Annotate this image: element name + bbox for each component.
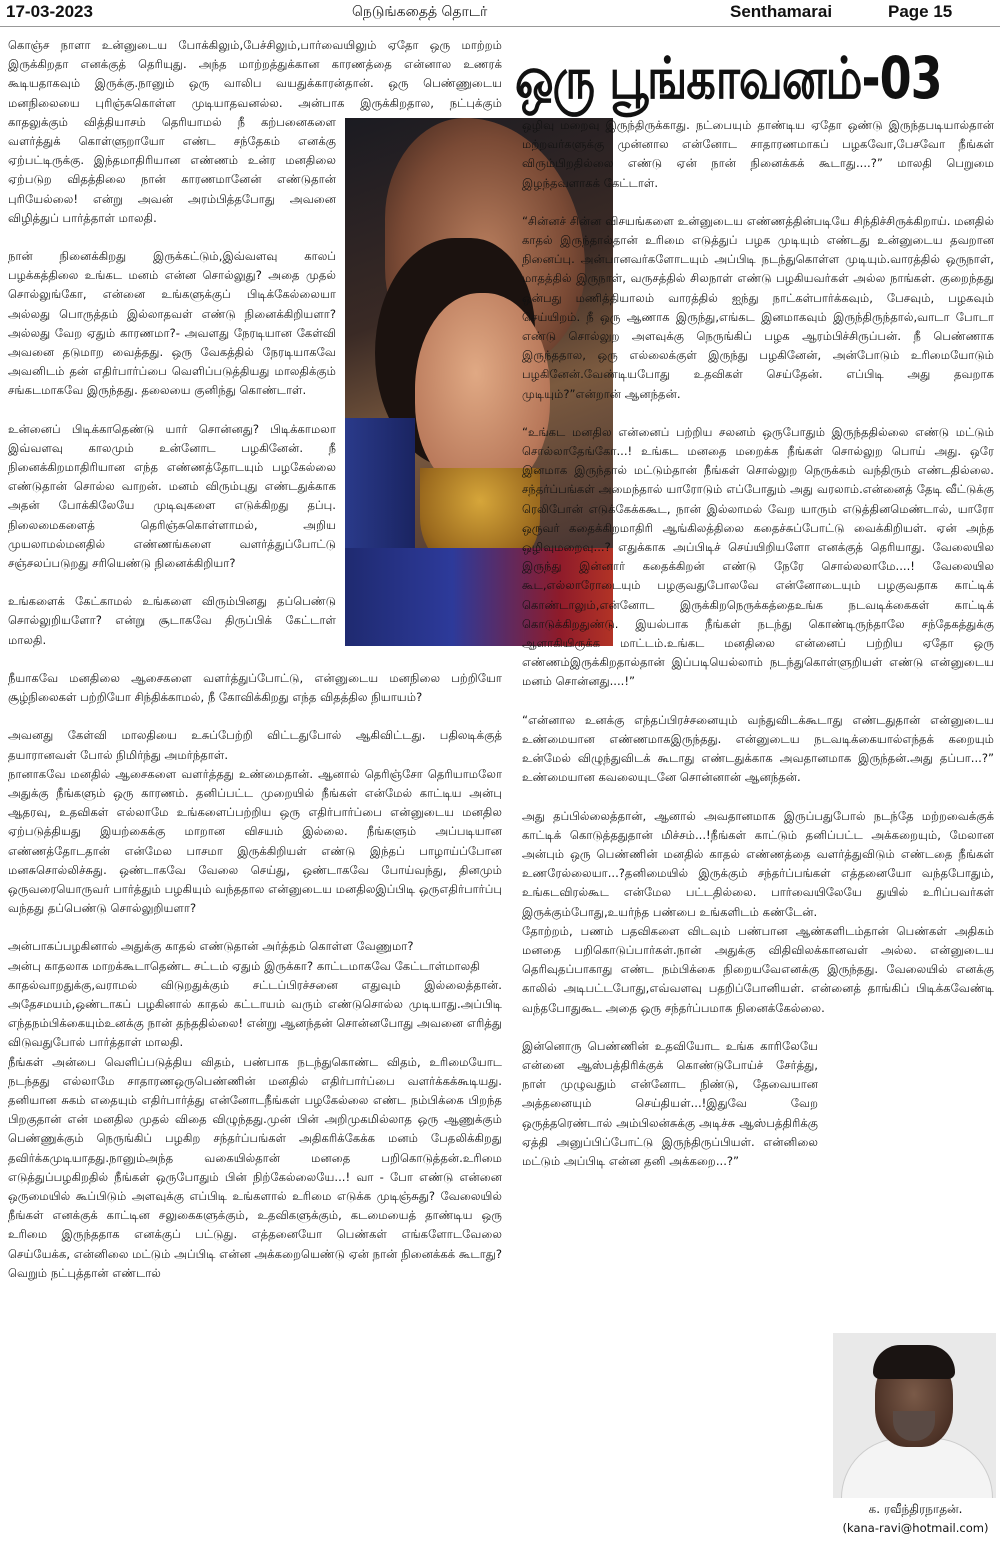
paragraph-gap: [522, 692, 994, 711]
author-hair: [873, 1345, 955, 1379]
paragraph: நீங்கள் அன்பை வெளிப்படுத்திய விதம், பண்பாக நடந்துகொண்ட விதம், உரிமையோட நடந்தது எல்லாமே சாதாரணஒருபெண்ணின் மனதில் எதிர்பார்ப்பை வளர்க்கக்கூடியது. தனியான சுகம் எதையும் எதிர்பார்த்து என்னோடநீங்கள் பழகேல்லை எண்ட நம்பிக்கை பிறந்த பிறகுதான் என் மனதில முதல் விதை விழுந்தது.முன் பின் அறிமுகமில்லாத ஒரு ஆணுக்கும் பெண்ணுக்கும் நெருங்கிப் பழகிற சந்தர்ப்பங்கள் அதிகரிக்கேக்க மனம் பேதலிக்கிறது தவிர்க்கமுடியாதது.நானும்அந்த வகையில்தான் மனதை பறிகொடுத்தன்.உரிமை எடுத்துப்பழகிறதில் நீங்கள் ஒருபோதும் பின் நிற்கேல்லையே...! வா - போ எண்டு என்னை ஒருமையில் கூப்பிடும் அளவுக்கு எப்பிடி உங்களால் உரிமை எடுக்க முடிஞ்சுது? வேலையில் நீங்கள் எனக்குக் காட்டின சலுகைகளுக்கும், உதவிகளுக்கும், கடமையைத் தாண்டிய ஒரு உரிமை இருந்ததாக எனக்குப் பட்டுது. எத்தனையோ பெண்கள் எங்களோடவேலை செய்யேக்க, என்னிலை மட்டும் அப்பிடி என்ன அக்கறையெண்டு ஏன் நான் நினைக்கக் கூடாது? வெறும் நட்புத்தான் எண்டால்: [8, 1054, 502, 1280]
paragraph-gap: [522, 1018, 994, 1037]
page-number: Page 15: [888, 2, 953, 21]
paragraph: அன்பு காதலாக மாறக்கூடாதெண்ட சட்டம் ஏதும் இருக்கா? காட்டமாகவே கேட்டாள்மாலதி: [8, 958, 480, 973]
paragraph: ஒழிவு மறைவு இருந்திருக்காது. நட்பையும் தாண்டிய ஏதோ ஒண்டு இருந்தபடியால்தான் மற்றவர்களுக்கு முன்னால என்னோட சாதாரணமாகப் பழகவோ,பேசவோ நீங்கள் விரும்பிறதில்லை எண்டு ஏன் நான் நினைக்கக் கூடாது....?” மாலதி பெறுமை இழந்தவளாகக் கேட்டாள்.: [522, 118, 994, 190]
left-column-body: [8, 36, 502, 1283]
right-column-body: [522, 116, 994, 1171]
paragraph: தோற்றம், பணம் பதவிகளை விடவும் பண்பான ஆண்களிடம்தான் பெண்கள் அதிகம் மனதை பறிகொடுப்பார்கள்.நான் அதுக்கு விதிவிலக்கானவள் அல்ல. என்னுடைய தெரிவுதப்பாகாது எண்ட நம்பிக்கை நிறையவேஎனக்கு இருந்தது. வேலையில் எனக்கு காலில் அடிபட்டபோது,எவ்வளவு பதறிப்போனியள். என்னைத் தாங்கிப் பிடிக்கவேண்டி வந்தபோதுகூட அதை ஒரு சந்தர்ப்பமாக நினைக்கேல்லை.: [522, 923, 994, 1015]
paragraph: நானாகவே மனதில் ஆசைகளை வளர்த்தது உண்மைதான். ஆனால் தெரிஞ்சோ தெரியாமலோ அதுக்கு நீங்களும் ஒரு காரணம். தனிப்பட்ட முறையில் நீங்கள் என்மேல் காட்டிய அன்பு ஆதரவு, உதவிகள் எல்லாமே உங்களைப்பற்றிய ஒரு எதிர்பார்ப்பை என்னுடைய மனதில ஏற்படுத்தியது இயற்கைக்கு மாறான விசயம் இல்லை. நீங்களும் அப்படியான எண்ணத்தோடதான் என்மேல பாசமா இருக்கிறியள் எண்டு இந்தப் பாழாய்ப்போன மனசுசொல்லிச்சுது. ஒண்டாகவே வேலை செய்து, ஒண்டாகவே போய்வந்து, தினமும் ஒருவரையொருவர் பார்த்தும் பழகியும் வந்ததால என்னுடைய மனதிலஇப்பிடி ஒருஎதிர்பார்ப்பு வந்தது தப்பெண்டு சொல்லுறியளா?: [8, 766, 502, 916]
author-shirt: [841, 1438, 993, 1498]
paragraph: உங்களைக் கேட்காமல் உங்களை விரும்பினது தப்பெண்டு சொல்லுறியளோ? என்று சூடாகவே திருப்பிக் கேட்டாள் மாலதி.: [8, 594, 336, 647]
author-name: க. ரவீந்திரநாதன்.: [868, 1502, 963, 1516]
paragraph-gap: [8, 650, 502, 669]
paragraph: “சின்னச் சின்ன விசயங்களை உன்னுடைய எண்ணத்தின்படியே சிந்திச்சிருக்கிறாய். மனதில் காதல் இருந்தால்தான் உரிமை எடுத்துப் பழக முடியும் எண்டது உன்னுடைய தவறான நினைப்பு. அன்பானவர்களோடயும் அப்பிடி நடந்துகொள்ள முடியும்.வாரத்தில் ஒருநாள், மாதத்தில் இருநாள், வருசத்தில் சிலநாள் எண்டு பழகியவர்கள் அல்ல நாங்கள். குறைந்தது ஒன்பது மணித்தியாலம் வாரத்தில் ஐந்து நாட்கள்பார்க்கவும், பேசவும், பழகவும் செய்யிறம். நீ ஒரு ஆணாக இருந்து,எங்கட இனமாகவும் இருந்திருந்தால்,வாடா போடா எண்டு சொல்லுற அளவுக்கு நெருங்கிப் பழக ஆரம்பிச்சிருப்பன். நீ பெண்ணாக இருந்ததால, ஒரு எல்லைக்குள் இருந்து பழகினேன், அன்போடும் உரிமையோடும் பழகினேன்.வேண்டியபோது உதவிகள் செய்தேன். எப்பிடி அது தவறாக முடியும்?”என்றான் ஆனந்தன்.: [522, 213, 994, 401]
story-title: ஒரு பூங்காவனம்-03: [515, 44, 942, 112]
paragraph: காதல்வாறதுக்கு,வராமல் விடுறதுக்கும் சட்டப்பிரச்சனை எதுவும் இல்லைத்தான். அதேசமயம்,ஒண்டாகப் பழகினால் காதல் கட்டாயம் வரும் எண்டுசொல்ல முடியாது.அப்பிடி எந்தநம்பிக்கையும்உனக்கு நான் தந்ததில்லை! என்று ஆனந்தன் சொன்னபோது அவனை எரித்து விடுவதுபோல் பார்த்தாள் மாலதி.: [8, 977, 502, 1050]
author-photo: [833, 1333, 996, 1498]
paragraph: “என்னால உனக்கு எந்தப்பிரச்சனையும் வந்துவிடக்கூடாது எண்டதுதான் என்னுடைய உண்மையான எண்ணமாகஇருந்தது. என்னுடைய நடவடிக்கையால்எந்தக் கறையும் உன்மேல் விழுந்துவிடக் கூடாது எண்டதுக்காக அவதானமாக இருந்தன்.அது தப்பா...?” உண்மையான கவலையுடனே சொன்னான் ஆனந்தன்.: [522, 712, 994, 785]
paragraph: அன்பாகப்பழகினால் அதுக்கு காதல் எண்டுதான் அர்த்தம் கொள்ள வேணுமா?: [8, 939, 414, 954]
paragraph-gap: [522, 404, 994, 423]
paragraph: இன்னொரு பெண்ணின் உதவியோட உங்க காரிலேயே என்னை ஆஸ்பத்திரிக்குக் கொண்டுபோய்ச் சேர்த்து, நாள் முழுவதும் என்னோட நிண்டு, தேவையான அத்தனையும் செய்தியள்...!இதுவே வேற ஒருத்தரெண்டால் அம்பிலன்சுக்கு அடிச்சு ஆஸ்பத்திரிக்கு ஏத்தி அனுப்பிப்போட்டு இருந்திருப்பியள். என்னிலை மட்டும் அப்பிடி என்ன தனி அக்கறை...?”: [522, 1038, 818, 1168]
photo-wrap-spacer: [342, 36, 502, 648]
publication-name: Senthamarai: [730, 2, 833, 21]
author-email: (kana-ravi@hotmail.com): [842, 1521, 989, 1535]
paragraph-gap: [522, 788, 994, 807]
paragraph: நீயாகவே மனதிலை ஆசைகளை வளர்த்துப்போட்டு, என்னுடைய மனநிலை பற்றியோ சூழ்நிலைகள் பற்றியோ சிந்திக்காமல், நீ கோவிக்கிறது எந்த விதத்தில நியாயம்?: [8, 670, 502, 705]
paragraph: அது தப்பில்லைத்தான், ஆனால் அவதானமாக இருப்பதுபோல் நடந்தே மற்றவைக்குக் காட்டிக் கொடுத்ததுதான் மிச்சம்...!நீங்கள் காட்டும் தனிப்பட்ட அக்கறையும், மேலான அன்பும் ஒரு பெண்ணின் மனதில் காதல் எண்ணத்தை வளர்த்துவிடும் எண்டதை நீங்கள் உணரேல்லையா...?தனிமையில் இருக்கும் சந்தர்ப்பங்கள் எத்தனையோ வந்தபோதும், உங்கடவிரல்கூட என்மேல பட்டதில்லை. பார்வையிலேயே துயில் உரிப்பவர்கள் இருக்கும்போது,உயர்ந்த பண்பை உங்களிடம் கண்டேன்.: [522, 808, 994, 919]
paragraph: நான் நினைக்கிறது இருக்கட்டும்,இவ்வளவு காலப் பழக்கத்திலை உங்கட மனம் என்ன சொல்லுது? அதை முதல் சொல்லுங்கோ, என்னை உங்களுக்குப் பிடிக்கேல்லையா அல்லது பொருத்தம் இல்லாதவள் எண்டு நினைக்கிறியளா? அல்லது வேற ஏதும் காரணமா?- அவளது நேரடியான கேள்வி அவனை தடுமாற வைத்தது. ஒரு வேகத்தில் நேரடியாகவே அவனிடம் தன் எதிர்பார்ப்பை வெளிப்படுத்தியது மாலதிக்கும் சங்கடமாகவே இருந்தது. தலையை குனிந்து கொண்டாள்.: [8, 249, 336, 398]
paragraph: அவனது கேள்வி மாலதியை உசுப்பேற்றி விட்டதுபோல் ஆகிவிட்டது. பதிலடிக்குத் தயாரானவள் போல் நிமிர்ந்து அமர்ந்தாள்.: [8, 728, 502, 762]
section-label: நெடுங்கதைத் தொடர்: [352, 4, 488, 20]
paragraph-gap: [522, 193, 994, 212]
paragraph-gap: [8, 707, 502, 726]
paragraph: உன்னைப் பிடிக்காதெண்டு யார் சொன்னது? பிடிக்காமலா இவ்வளவு காலமும் உன்னோட பழகினேன். நீ நினைக்கிறமாதிரியான எந்த எண்ணத்தோடயும் பழகேல்லை எண்டுதான் சொல்ல வாறன். மனம் விரும்புது எண்டதுக்காக அதன் போக்கிலேயே முடிவுகளை எடுக்கிறது தப்பு. நிலைமைகளைத் தெரிஞ்சுகொள்ளாமல், அறிய முயலாமல்மனதில் எண்ணங்களை வளர்த்துப்போட்டு சஞ்சலப்படுறது சரியெண்டு நினைக்கிறியா?: [8, 421, 336, 571]
paragraph: கொஞ்ச நாளா உன்னுடைய போக்கிலும்,பேச்சிலும்,பார்வையிலும் ஏதோ ஒரு மாற்றம் இருக்கிறதா எனக்குத் தெரியுது. அந்த மாற்றத்துக்கான காரணத்தை என்னால உணரக் கூடியதாகவும் இருக்கு.நானும் ஒரு வாலிப வயதுக்காரன்தான். ஒரு பெண்ணுடைய மனநிலையை புரிஞ்சுகொள்ள முடியாதவனல்ல. அன்பாக இருக்கிறதால, நட்புக்கும் காதலுக்கும் வித்தியாசம் தெரியாமல் நீ கற்பனைகளை வளர்த்துக் கொள்ளுறாயோ எண்ட சந்தேகம் எனக்கு ஏற்பட்டிருக்கு. இந்தமாதிரியான எண்ணம் உன்ர மனதிலை ஏற்படுற விதத்திலை நான் காரணமானேன் எண்டுதான் புரியேல்லை! என்று அவன் அரம்பித்தபோது அவனை விழித்துப் பார்த்தாள் மாலதி.: [8, 38, 502, 225]
issue-date: 17-03-2023: [6, 2, 93, 21]
paragraph: “உங்கட மனதில என்னைப் பற்றிய சலனம் ஒருபோதும் இருந்ததில்லை எண்டு மட்டும் சொல்லாதேங்கோ...! உங்கட மனதை மறைக்க நீங்கள் சொல்லுற பொய் அது. ஒரே இனமாக இருந்தால் மட்டும்தான் நீங்கள் சொல்லுற நெருக்கம் வந்திரும் எண்டதில்லை. சந்தர்ப்பங்கள் அமைந்தால் யாரோடும் எப்போதும் அது வரலாம்.என்னைத் தேடி வீட்டுக்கு ரெலிபோன் எடுக்கேக்ககூட, நான் இல்லாமல் வேற யாரும் எடுத்தினமெண்டால், யாரோ ஒருவர் கதைக்கிறமாதிரி ஆங்கிலத்திலை கதைச்சுப்போட்டு வைக்கிறியள். ஏன் அந்த ஒழிவுமறைவு...? எதுக்காக அப்பிடிச் செய்யிறியளோ எனக்குத் தெரியாது. வேலையில இருந்து இன்னார் கதைக்கிறன் எண்டு நேரே சொல்லலாமே....! வேலையில கூட,எல்லாரோடையும் பழகுவதுபோலவே என்னோடையும் பழகுவதாக காட்டிக் கொண்டாலும்,என்னோட இருக்கிறநெருக்கத்தைஉங்க நடவடிக்கைகள் காட்டிக் கொடுக்கிறதுண்டு. இயல்பாக நீங்கள் நடந்து கொண்டிருந்தாலே சந்தேகத்துக்கு ஆளாகியிருக்க மாட்டம்.உங்கட மனதிலை என்னைப் பற்றிய ஏதோ ஒரு எண்ணம்இருக்கிறதால்தான் இப்படியெல்லாம் நடந்துகொள்ளுறியள் எண்டு என்னுடைய மனம் சொன்னது....!”: [522, 424, 994, 689]
paragraph-gap: [8, 918, 502, 937]
page-header: [0, 0, 1000, 27]
